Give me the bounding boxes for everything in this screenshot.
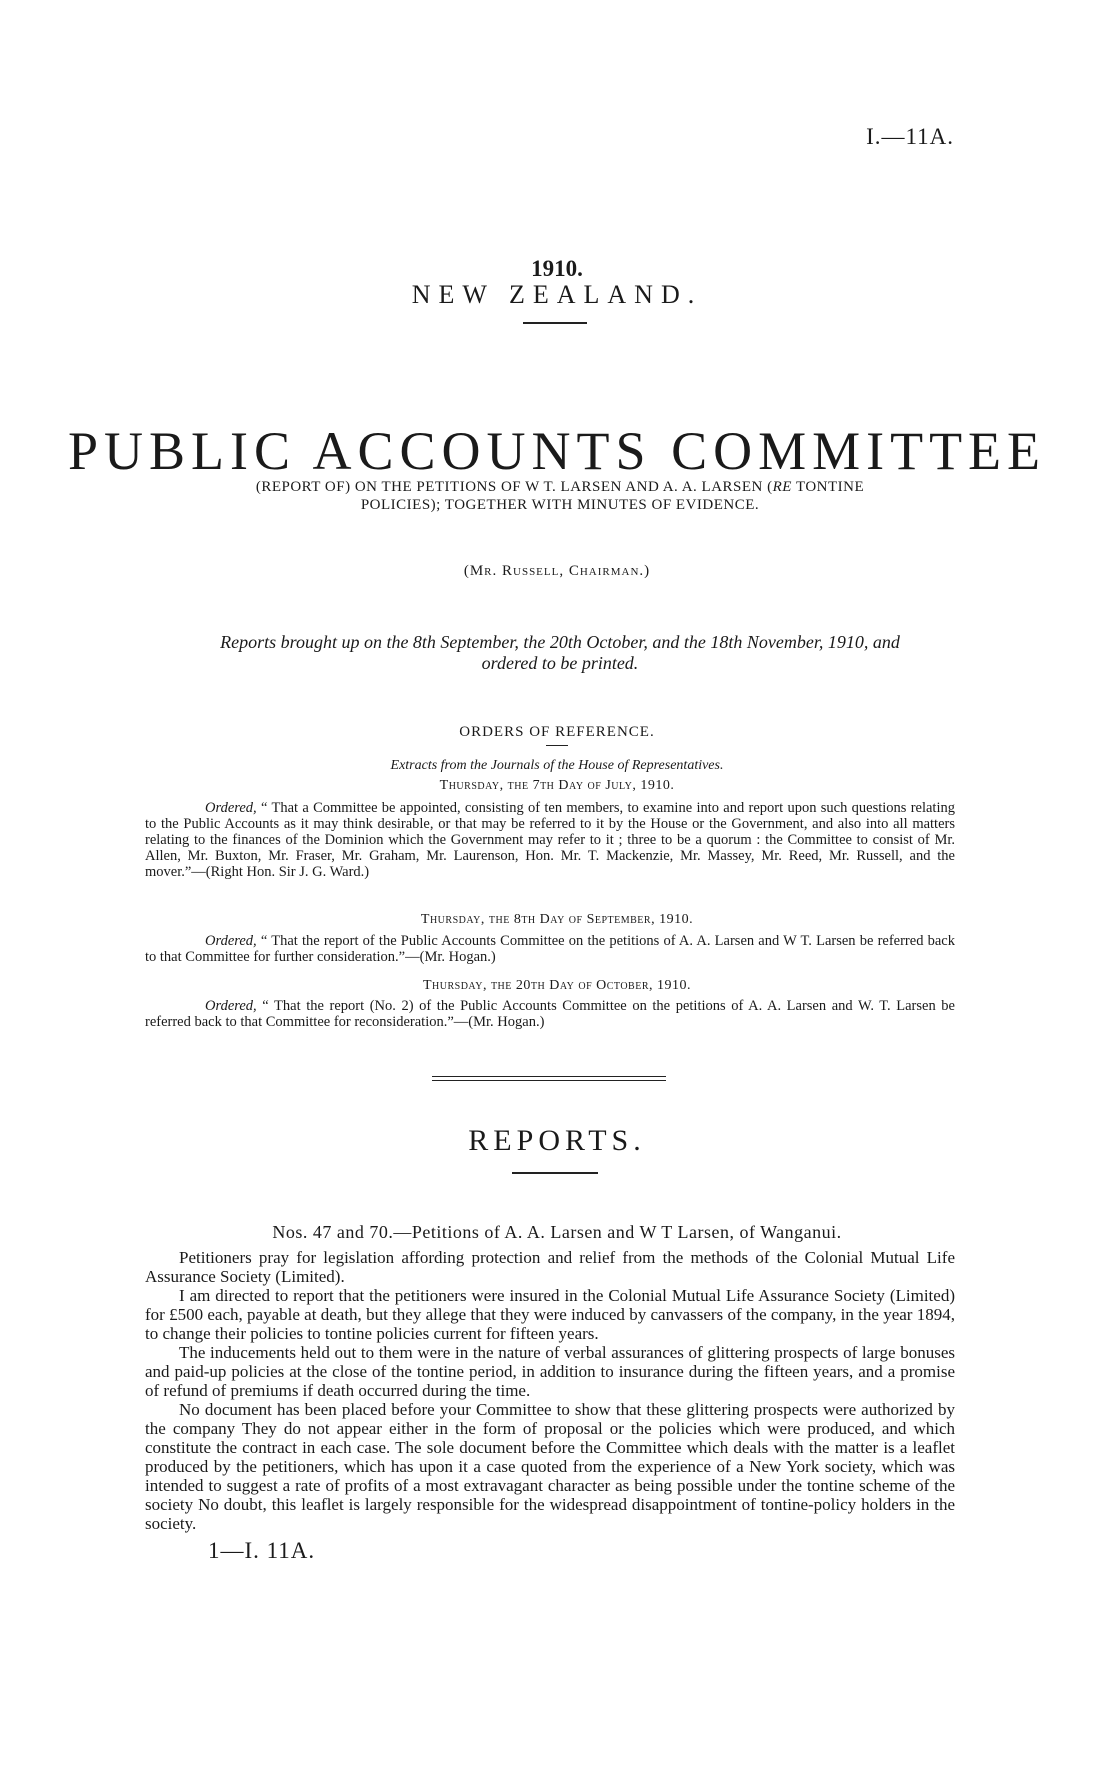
report-paragraph-4: No document has been placed before your Committee to show that these glittering prospects were authorized by the company They do not appear either in the form of proposal or the policies which were produced, and which constitute the contract in each case. The sole document before the Committee which deals with the matter is a leaflet produced by the petitioners, which has upon it a case quoted from the experience of a New York society, which was intended to suggest a rate of profits of a most extravagant character as being possible under the tontine scheme of the society No doubt, this leaflet is largely responsible for the widespread disappointment of tontine-policy holders in the society. (145, 1400, 955, 1533)
sheet-reference: 1—I. 11A. (208, 1538, 316, 1563)
petition-heading: Nos. 47 and 70.—Petitions of A. A. Larsen and W T Larsen, of Wanganui. (272, 1222, 842, 1242)
order-text-3 (145, 998, 955, 1030)
report-paragraph-2: I am directed to report that the petitioners were insured in the Colonial Mutual Life Assurance Society (Limited) for £500 each, payable at death, but they allege that they were induced by canvassers of the company, in the year 1894, to change their policies to tontine policies current for fifteen years. (145, 1286, 955, 1343)
subtitle-line2: POLICIES); TOGETHER WITH MINUTES OF EVIDENCE. (360, 497, 760, 513)
reports-divider (512, 1172, 598, 1174)
section-divider-bottom (432, 1080, 666, 1081)
orders-divider (546, 745, 568, 746)
year: 1910. (531, 256, 583, 281)
report-body (145, 1248, 955, 1533)
chairman-line: (Mr. Russell, Chairman.) (463, 563, 651, 579)
order-text-2 (145, 933, 955, 965)
order-date-2: Thursday, the 8th Day of September, 1910. (420, 912, 694, 927)
order-date-1: Thursday, the 7th Day of July, 1910. (439, 778, 675, 793)
subtitle-line1: (REPORT OF) ON THE PETITIONS OF W T. LARSEN AND A. A. LARSEN ( (255, 479, 773, 495)
order-body-2: “ That the report of the Public Accounts Committee on the petitions of A. A. Larsen and W T. Larsen be referred back to that Committee for further consideration.”—(Mr. Hogan.) (145, 933, 955, 965)
reports-brought-line (150, 632, 970, 674)
reports-brought-text: Reports brought up on the 8th September, the 20th October, and the 18th November, 1910, and (220, 632, 900, 652)
subtitle-line1-end: TONTINE (791, 479, 865, 495)
order-body-1: “ That a Committee be appointed, consisting of ten members, to examine into and report upon such questions relating to the Public Accounts as it may think desirable, or that may be referred to it by the House or the Government, and also into all matters relating to the finances of the Dominion which the Government may refer to it ; three to be a quorum : the Committee to consist of Mr. Allen, Mr. Buxton, Mr. Fraser, Mr. Graham, Mr. Laurenson, Hon. Mr. T. Mackenzie, Mr. Massey, Mr. Reed, Mr. Russell, and the mover.”—(Right Hon. Sir J. G. Ward.) (145, 800, 955, 880)
ordered-label-2: Ordered, (205, 933, 257, 949)
order-body-3: “ That the report (No. 2) of the Public Accounts Committee on the petitions of A. A. Larsen and W. T. Larsen be referred back to that Committee for reconsideration.”—(Mr. Hogan.) (145, 998, 955, 1030)
page-reference: I.—11A. (866, 124, 954, 149)
orders-heading: ORDERS OF REFERENCE. (459, 724, 655, 740)
ordered-label-1: Ordered, (205, 800, 257, 816)
section-divider-top (432, 1076, 666, 1077)
report-paragraph-3: The inducements held out to them were in the nature of verbal assurances of glittering prospects of large bonuses and paid-up policies at the close of the tontine period, in addition to insurance during the fifteen years, and a promise of refund of premiums if death occurred during the time. (145, 1343, 955, 1400)
country-heading: NEW ZEALAND. (411, 280, 703, 309)
order-text-1 (145, 800, 955, 880)
subtitle-re: RE (772, 479, 792, 495)
reports-title: REPORTS. (468, 1124, 646, 1157)
report-paragraph-1: Petitioners pray for legislation affording protection and relief from the methods of the Colonial Mutual Life Assurance Society (Limited). (145, 1248, 955, 1286)
ordered-printed-text: ordered to be printed. (481, 653, 639, 673)
order-date-3: Thursday, the 20th Day of October, 1910. (422, 978, 692, 993)
extracts-line: Extracts from the Journals of the House of Representatives. (390, 758, 724, 773)
title-divider (523, 322, 587, 324)
main-title: PUBLIC ACCOUNTS COMMITTEE (67, 421, 1047, 481)
ordered-label-3: Ordered, (205, 998, 257, 1014)
subtitle (170, 478, 950, 514)
